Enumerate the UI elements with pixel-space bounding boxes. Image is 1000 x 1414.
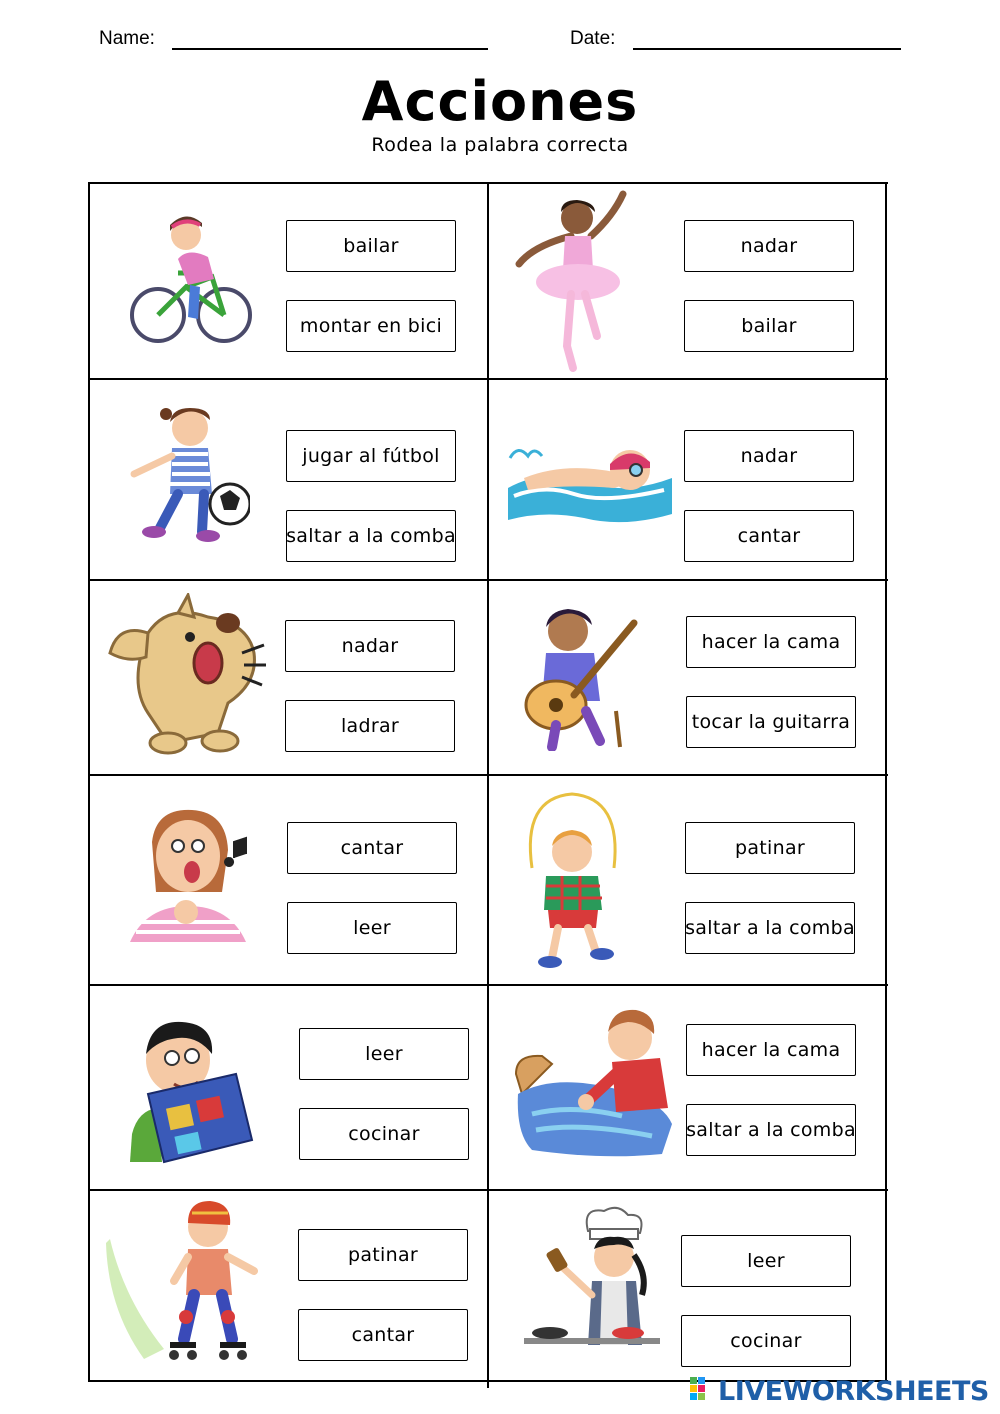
option-button[interactable]: patinar: [685, 822, 855, 874]
option-button[interactable]: leer: [681, 1235, 851, 1287]
girl-kicking-football-picture: [120, 398, 250, 548]
page-title: Acciones: [361, 70, 639, 133]
liveworksheets-icon: [690, 1377, 714, 1405]
option-button[interactable]: ladrar: [285, 700, 455, 752]
brand-text: LIVEWORKSHEETS: [718, 1375, 989, 1407]
girl-singing-picture: [126, 802, 256, 952]
liveworksheets-logo: [690, 1374, 990, 1408]
boy-reading-book-picture: [128, 1014, 258, 1164]
option-button[interactable]: leer: [299, 1028, 469, 1080]
exercise-cell: [488, 378, 888, 579]
option-button[interactable]: patinar: [298, 1229, 468, 1281]
option-button[interactable]: bailar: [286, 220, 456, 272]
option-button[interactable]: nadar: [684, 220, 854, 272]
option-button[interactable]: bailar: [684, 300, 854, 352]
page-subtitle: Rodea la palabra correcta: [371, 134, 629, 156]
exercise-cell: [88, 1189, 488, 1381]
option-button[interactable]: cocinar: [299, 1108, 469, 1160]
option-button[interactable]: saltar a la comba: [686, 1104, 856, 1156]
exercise-cell: [88, 378, 488, 579]
boy-making-bed-picture: [512, 1004, 677, 1164]
girl-chef-cooking-picture: [522, 1205, 662, 1365]
dog-barking-picture: [108, 593, 268, 758]
option-button[interactable]: leer: [287, 902, 457, 954]
exercise-cell: [88, 182, 488, 378]
ballerina-dancing-picture: [513, 186, 643, 376]
exercise-cell: [88, 984, 488, 1189]
boy-jumping-rope-picture: [518, 788, 628, 973]
option-button[interactable]: hacer la cama: [686, 1024, 856, 1076]
option-button[interactable]: saltar a la comba: [685, 902, 855, 954]
exercise-cell: [488, 182, 888, 378]
boy-playing-guitar-picture: [516, 601, 646, 751]
exercise-cell: [488, 579, 888, 774]
option-button[interactable]: cantar: [684, 510, 854, 562]
option-button[interactable]: montar en bici: [286, 300, 456, 352]
option-button[interactable]: cantar: [287, 822, 457, 874]
exercise-cell: [88, 579, 488, 774]
date-line[interactable]: [633, 48, 901, 50]
exercise-cell: [488, 1189, 888, 1381]
girl-riding-bike-picture: [128, 207, 258, 347]
name-line[interactable]: [172, 48, 488, 50]
boy-roller-skating-picture: [104, 1199, 269, 1369]
exercise-cell: [488, 774, 888, 984]
boy-swimming-picture: [504, 438, 676, 528]
option-button[interactable]: nadar: [285, 620, 455, 672]
option-button[interactable]: tocar la guitarra: [686, 696, 856, 748]
option-button[interactable]: cocinar: [681, 1315, 851, 1367]
name-label: Name:: [99, 28, 155, 49]
exercise-cell: [88, 774, 488, 984]
exercise-grid: [88, 182, 888, 1382]
date-label: Date:: [570, 28, 616, 49]
option-button[interactable]: jugar al fútbol: [286, 430, 456, 482]
option-button[interactable]: cantar: [298, 1309, 468, 1361]
exercise-cell: [488, 984, 888, 1189]
option-button[interactable]: hacer la cama: [686, 616, 856, 668]
option-button[interactable]: nadar: [684, 430, 854, 482]
option-button[interactable]: saltar a la comba: [286, 510, 456, 562]
